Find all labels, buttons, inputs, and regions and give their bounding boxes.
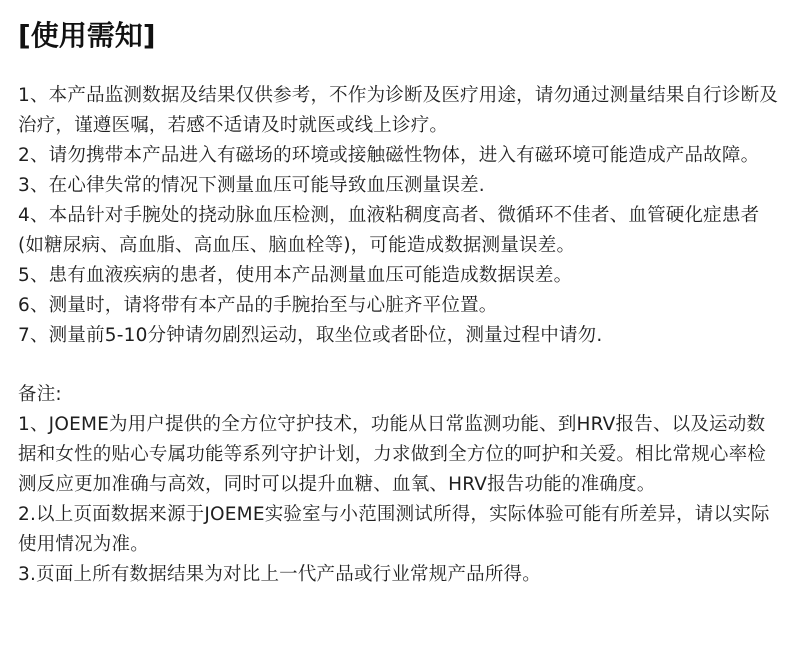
notice-item-6: 6、测量时，请将带有本产品的手腕抬至与心脏齐平位置。 [18,295,498,316]
notice-list [18,81,779,590]
notice-item-5: 5、患有血液疾病的患者，使用本产品测量血压可能造成数据误差。 [18,265,573,286]
notice-item-2: 2、请勿携带本产品进入有磁场的环境或接触磁性物体，进入有磁环境可能造成产品故障。 [18,145,760,166]
notice-item-1: 1、本产品监测数据及结果仅供参考，不作为诊断及医疗用途，请勿通过测量结果自行诊断及治疗，谨遵医嘱，若感不适请及时就医或线上诊疗。 [18,85,778,136]
remark-item-1: 1、JOEME为用户提供的全方位守护技术，功能从日常监测功能、到HRV报告、以及运动数据和女性的贴心专属功能等系列守护计划，力求做到全方位的呵护和关爱。相比常规心率检测反应更加准确与高效，同时可以提升血糖、血氧、HRV报告功能的准确度。 [18,414,767,495]
remarks-label: 备注: [18,384,62,405]
notice-item-3: 3、在心律失常的情况下测量血压可能导致血压测量误差. [18,175,485,196]
remark-item-2: 2.以上页面数据来源于JOEME实验室与小范围测试所得，实际体验可能有所差异，请以实际使用情况为准。 [18,504,770,555]
page-title: [使用需知] [18,19,156,52]
notice-item-7: 7、测量前5-10分钟请勿剧烈运动，取坐位或者卧位，测量过程中请勿. [18,325,603,346]
notice-item-4: 4、本品针对手腕处的挠动脉血压检测，血液粘稠度高者、微循环不佳者、血管硬化症患者(如糖尿病、高血脂、高血压、脑血栓等)，可能造成数据测量误差。 [18,205,760,256]
remark-item-3: 3.页面上所有数据结果为对比上一代产品或行业常规产品所得。 [18,564,541,585]
